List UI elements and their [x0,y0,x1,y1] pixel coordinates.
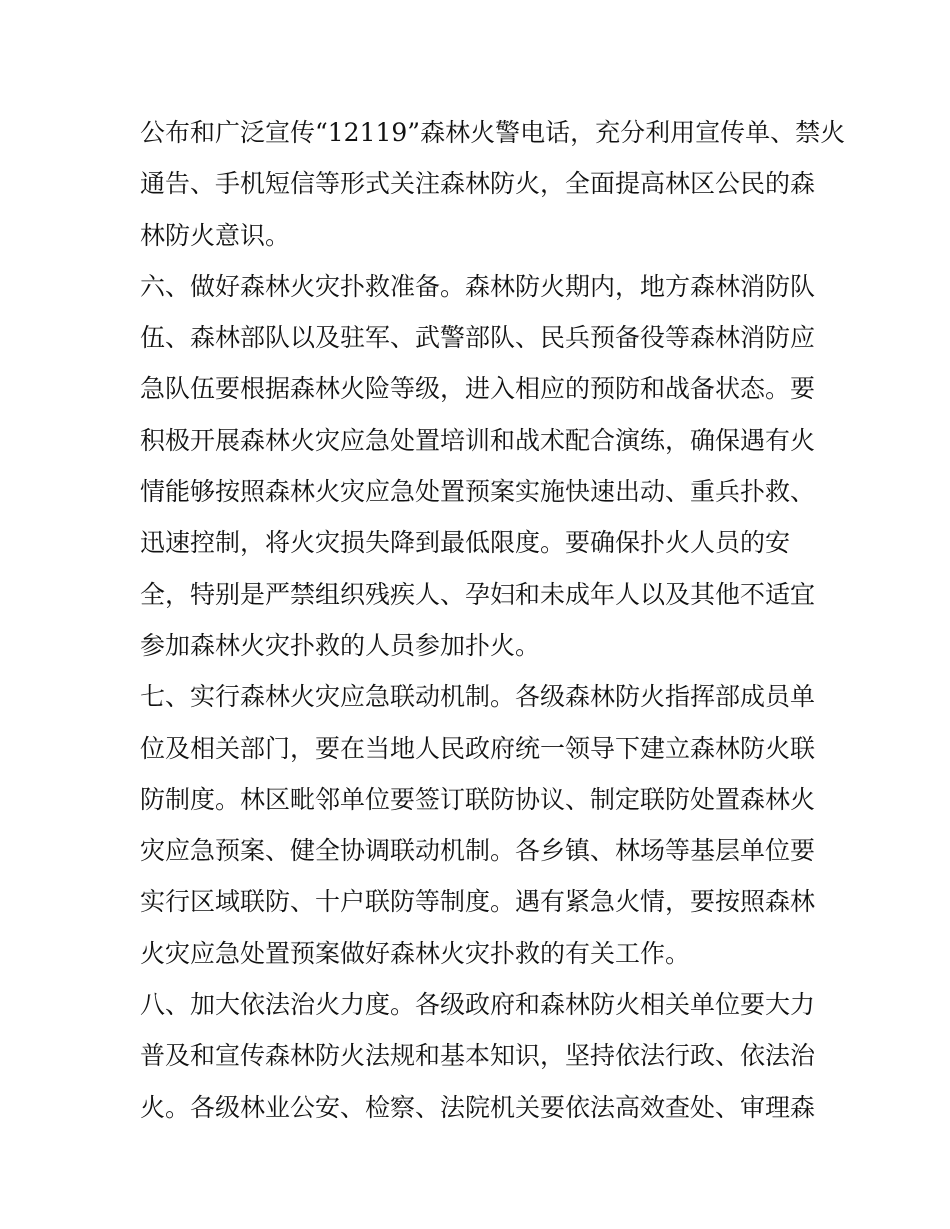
text-line: 普及和宣传森林防火法规和基本知识，坚持依法行政、依法治 [140,1041,816,1071]
text-line: 七、实行森林火灾应急联动机制。各级森林防火指挥部成员单 [140,682,816,712]
text-line: 积极开展森林火灾应急处置培训和战术配合演练，确保遇有火 [140,425,816,455]
text-line: 实行区域联防、十户联防等制度。遇有紧急火情，要按照森林 [140,887,816,917]
text-line: 通告、手机短信等形式关注森林防火，全面提高林区公民的森 [140,169,816,199]
text-line: 伍、森林部队以及驻军、武警部队、民兵预备役等森林消防应 [140,323,816,353]
text-line: 林防火意识。 [140,220,291,250]
text-line: 火。各级林业公安、检察、法院机关要依法高效查处、审理森 [140,1092,816,1122]
text-line: 八、加大依法治火力度。各级政府和森林防火相关单位要大力 [140,990,816,1020]
text-line: 急队伍要根据森林火险等级，进入相应的预防和战备状态。要 [140,374,816,404]
text-line: 防制度。林区毗邻单位要签订联防协议、制定联防处置森林火 [140,784,816,814]
text-line: 六、做好森林火灾扑救准备。森林防火期内，地方森林消防队 [140,271,816,301]
text-line: 全，特别是严禁组织残疾人、孕妇和未成年人以及其他不适宜 [140,579,816,609]
text-line: 灾应急预案、健全协调联动机制。各乡镇、林场等基层单位要 [140,836,816,866]
text-line: 迅速控制，将火灾损失降到最低限度。要确保扑火人员的安 [140,528,791,558]
text-line: 火灾应急处置预案做好森林火灾扑救的有关工作。 [140,938,691,968]
text-line: 位及相关部门，要在当地人民政府统一领导下建立森林防火联 [140,733,816,763]
text-line: 公布和广泛宣传“12119”森林火警电话，充分利用宣传单、禁火 [140,118,846,147]
text-line: 参加森林火灾扑救的人员参加扑火。 [140,630,541,660]
text-line: 情能够按照森林火灾应急处置预案实施快速出动、重兵扑救、 [140,477,816,507]
body-text [140,107,846,1133]
